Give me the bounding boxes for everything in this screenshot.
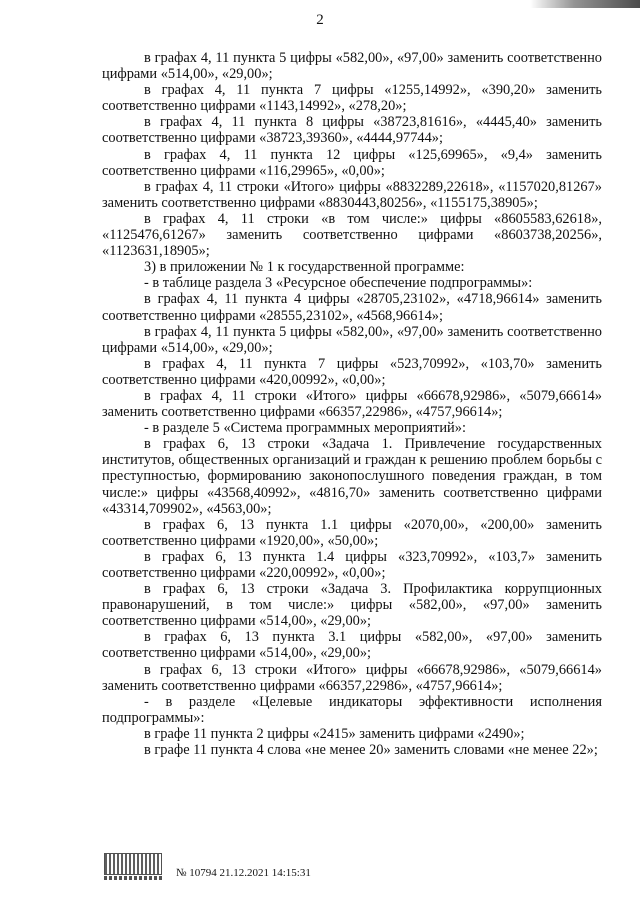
paragraph: - в разделе 5 «Система программных мероприятий»: (144, 420, 466, 437)
paragraph: в графах 6, 13 пункта 1.4 цифры «323,70992», «103,7» заменить соответственно цифрами «220,00992», «0,00»; (102, 548, 602, 581)
paragraph: в графах 4, 11 пункта 7 цифры «523,70992», «103,70» заменить соответственно цифрами «420,00992», «0,00»; (102, 355, 602, 388)
paragraph: в графах 4, 11 строки «в том числе:» цифры «8605583,62618», «1125476,61267» заменить соответственно цифрами «8603738,20256», «1123631,18905»; (102, 210, 602, 260)
paragraph: в графах 6, 13 строки «Итого» цифры «66678,92986», «5079,66614» заменить соответственно цифрами «66357,22986», «4757,96614»; (102, 661, 602, 694)
document-registration-stamp: № 10794 21.12.2021 14:15:31 (176, 867, 311, 879)
paragraph: в графах 4, 11 строки «Итого» цифры «66678,92986», «5079,66614» заменить соответственно цифрами «66357,22986», «4757,96614»; (102, 387, 602, 421)
paragraph: - в таблице раздела 3 «Ресурсное обеспечение подпрограммы»: (144, 275, 533, 292)
paragraph: в графах 4, 11 пункта 5 цифры «582,00», «97,00» заменить соответственно цифрами «514,00», «29,00»; (102, 323, 602, 356)
paragraph: в графе 11 пункта 4 слова «не менее 20» заменить словами «не менее 22»; (144, 742, 598, 759)
paragraph: в графах 6, 13 пункта 1.1 цифры «2070,00», «200,00» заменить соответственно цифрами «1920,00», «50,00»; (102, 516, 602, 549)
paragraph: в графах 6, 13 пункта 3.1 цифры «582,00», «97,00» заменить соответственно цифрами «514,00», «29,00»; (102, 629, 602, 662)
paragraph: в графах 6, 13 строки «Задача 3. Профилактика коррупционных правонарушений, в том числе:» цифры «582,00», «97,00» заменить соответственно цифрами «514,00», «29,00»; (102, 581, 602, 630)
page-footer (104, 853, 524, 883)
page-number: 2 (316, 12, 324, 28)
paragraph: в графах 6, 13 строки «Задача 1. Привлечение государственных институтов, общественных организаций и граждан к решению проблем борьбы с преступностью, формированию законопослушного поведения граждан, в том числе:» цифры «43568,40992», «4816,70» заменить соответственно цифрами «43314,709902», «4563,00»; (102, 436, 602, 517)
paragraph: в графах 4, 11 пункта 5 цифры «582,00», «97,00» заменить соответственно цифрами «514,00», «29,00»; (102, 50, 602, 83)
paragraph: в графах 4, 11 пункта 8 цифры «38723,81616», «4445,40» заменить соответственно цифрами «38723,39360», «4444,97744»; (102, 114, 602, 147)
registry-stamp-icon (104, 853, 162, 875)
paragraph: 3) в приложении № 1 к государственной программе: (144, 259, 465, 276)
paragraph: в графах 4, 11 пункта 7 цифры «1255,14992», «390,20» заменить соответственно цифрами «1143,14992», «278,20»; (102, 82, 602, 115)
scan-edge-mark (530, 0, 640, 8)
paragraph: - в разделе «Целевые индикаторы эффективности исполнения подпрограммы»: (102, 693, 602, 726)
paragraph: в графах 4, 11 пункта 4 цифры «28705,23102», «4718,96614» заменить соответственно цифрами «28555,23102», «4568,96614»; (102, 291, 602, 324)
paragraph: в графе 11 пункта 2 цифры «2415» заменить цифрами «2490»; (144, 725, 525, 742)
paragraph: в графах 4, 11 строки «Итого» цифры «8832289,22618», «1157020,81267» заменить соответственно цифрами «8830443,80256», «1155175,38905»; (102, 178, 602, 211)
paragraph: в графах 4, 11 пункта 12 цифры «125,69965», «9,4» заменить соответственно цифрами «116,29965», «0,00»; (102, 146, 602, 179)
document-body (102, 50, 602, 758)
